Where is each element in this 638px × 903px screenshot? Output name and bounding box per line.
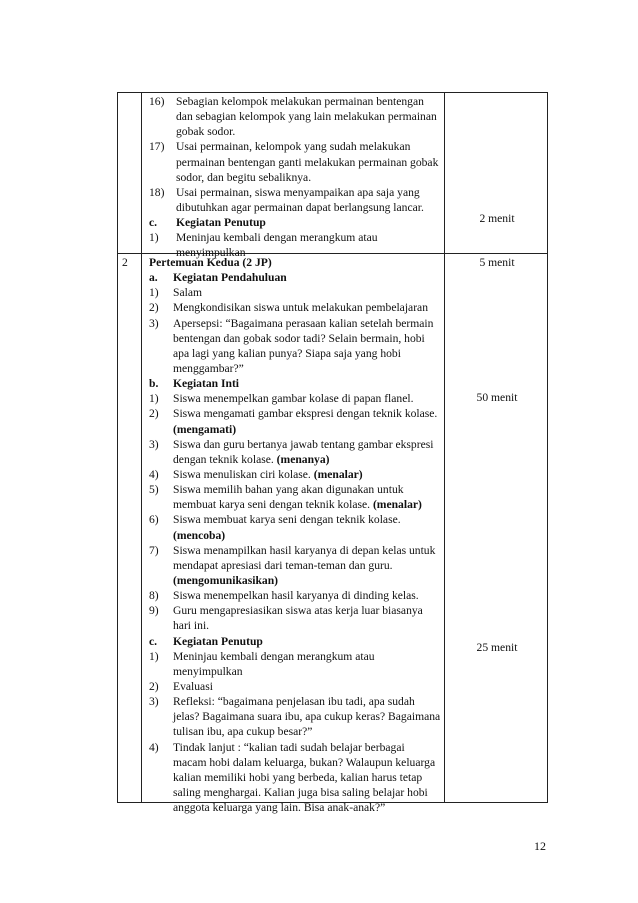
activity-tag: (menalar) (310, 467, 363, 481)
item-text: Salam (173, 286, 202, 300)
item-text: Tindak lanjut : “kalian tadi sudah belajar berbagai (173, 740, 405, 754)
item-text: menggambar?” (173, 361, 244, 375)
item-number: 18) (149, 185, 165, 199)
item-text: Siswa memilih bahan yang akan digunakan untuk (173, 483, 404, 497)
item-text: Refleksi: “bagaimana penjelasan ibu tadi, apa sudah (173, 695, 415, 709)
item-text: kalian memiliki hobi yang berbeda, kalian harus tetap (173, 770, 423, 784)
item-text: sodor, dan begitu sebaliknya. (176, 170, 312, 184)
row1-duration: 2 menit (479, 212, 515, 225)
item-text: Siswa membuat karya seni dengan teknik kolase. (173, 513, 401, 527)
item-text: Pertemuan Kedua (2 JP) (149, 256, 272, 269)
item-text: Evaluasi (173, 679, 213, 693)
item-text: hari ini. (173, 619, 210, 633)
column-divider-no (141, 93, 142, 802)
item-text: saling menghargai. Kalian juga bisa saling belajar hobi (173, 785, 428, 799)
item-text: mendapat apresiasi dari teman-teman dan guru. (173, 558, 393, 572)
item-number: 1) (149, 392, 159, 406)
item-text: menyimpulkan (176, 246, 246, 260)
item-number: 4) (149, 740, 159, 754)
item-number: 2) (149, 407, 159, 421)
item-text: dibutuhkan agar permainan dapat berlangsung lancar. (176, 200, 424, 214)
item-text: Usai permainan, siswa menyampaikan apa saja yang (176, 185, 420, 199)
item-text: Meninjau kembali dengan merangkum atau (173, 649, 375, 663)
item-number: 1) (149, 649, 159, 663)
item-text: bentengan dan gobak sodor tadi? Selain bermain, hobi (173, 331, 425, 345)
item-text: Siswa menuliskan ciri kolase. (menalar) (173, 467, 363, 481)
item-text: Guru mengapresiasikan siswa atas kerja luar biasanya (173, 604, 423, 618)
item-number: 1) (149, 231, 159, 245)
activity-tag: (menanya) (273, 452, 330, 466)
item-text: Siswa menampilkan hasil karyanya di depan kelas untuk (173, 543, 436, 557)
item-text: Usai permainan, kelompok yang sudah melakukan (176, 140, 411, 154)
column-divider-duration (444, 93, 445, 802)
item-text: macam hobi dalam keluarga, bukan? Walaupun keluarga (173, 755, 436, 769)
item-number: 1) (149, 286, 159, 300)
item-number: b. (149, 377, 159, 391)
item-number: a. (149, 271, 158, 285)
item-text: membuat karya seni dengan teknik kolase. (menalar) (173, 498, 422, 512)
item-text: jelas? Bagaimana suara ibu, apa cukup keras? Bagaimana (173, 710, 441, 724)
item-text: Meninjau kembali dengan merangkum atau (176, 231, 378, 245)
item-text: (mencoba) (173, 528, 226, 542)
item-text: apa lagi yang kalian punya? Siapa saja yang hobi (173, 346, 401, 360)
item-text: gobak sodor. (176, 125, 236, 139)
item-text: Kegiatan Penutup (173, 634, 263, 648)
item-number: 3) (149, 437, 159, 451)
item-text: permainan bentengan ganti melakukan permainan gobak (176, 155, 439, 169)
item-number: 7) (149, 543, 159, 557)
item-text: anggota keluarga yang lain. Bisa anak-anak?” (173, 801, 386, 815)
item-text: Kegiatan Pendahuluan (173, 271, 287, 285)
item-text: Kegiatan Inti (173, 377, 240, 391)
item-text: Siswa menempelkan gambar kolase di papan flanel. (173, 392, 414, 406)
row2-duration-core: 50 menit (476, 391, 518, 404)
item-number: 8) (149, 589, 159, 603)
item-number: 9) (149, 604, 159, 618)
activity-tag: (menalar) (370, 498, 422, 512)
row2-number: 2 (122, 256, 128, 269)
item-text: Apersepsi: “Bagaimana perasaan kalian setelah bermain (173, 316, 434, 330)
item-number: 5) (149, 483, 159, 497)
item-number: 2) (149, 679, 159, 693)
item-text: (mengomunikasikan) (173, 573, 279, 587)
item-number: 3) (149, 316, 159, 330)
item-number: 3) (149, 695, 159, 709)
item-text: Mengkondisikan siswa untuk melakukan pembelajaran (173, 301, 429, 315)
row2-duration-opening: 5 menit (479, 256, 515, 269)
item-number: c. (149, 634, 158, 648)
item-text: Siswa mengamati gambar ekspresi dengan teknik kolase. (173, 407, 438, 421)
row2-duration-closing: 25 menit (476, 641, 518, 654)
item-number: 4) (149, 467, 159, 481)
item-number: c. (149, 216, 158, 230)
item-number: 17) (149, 140, 165, 154)
item-text: Kegiatan Penutup (176, 216, 266, 230)
item-number: 16) (149, 95, 165, 108)
item-text: dengan teknik kolase. (menanya) (173, 452, 330, 466)
item-text: (mengamati) (173, 422, 237, 436)
page-number: 12 (534, 839, 546, 853)
item-text: dan sebagian kelompok yang lain melakukan permainan (176, 110, 437, 124)
item-text: tulisan ibu, apa cukup besar?” (173, 725, 313, 739)
item-text: Siswa dan guru bertanya jawab tentang gambar ekspresi (173, 437, 434, 451)
item-text: menyimpulkan (173, 664, 243, 678)
item-text: Sebagian kelompok melakukan permainan bentengan (176, 95, 424, 108)
item-number: 6) (149, 513, 159, 527)
item-text: Siswa menempelkan hasil karyanya di dinding kelas. (173, 589, 419, 603)
item-number: 2) (149, 301, 159, 315)
lesson-table (117, 92, 548, 815)
